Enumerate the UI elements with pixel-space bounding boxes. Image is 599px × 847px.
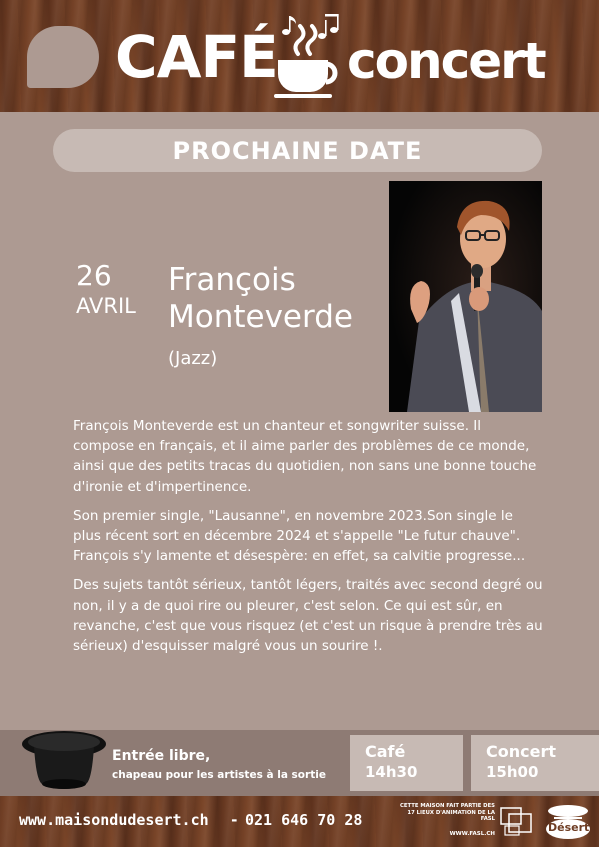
next-date-banner (53, 129, 542, 172)
artist-first-name: François (168, 262, 296, 298)
website-link[interactable] (19, 811, 239, 829)
speech-bubble-icon (27, 26, 99, 88)
concert-time-box (471, 735, 599, 791)
logo-cafe-text: CAFÉ (115, 23, 278, 91)
event-day: 26 (76, 259, 112, 292)
coffee-cup-icon (268, 10, 344, 100)
desert-logo-text: Désert (548, 821, 590, 834)
description-paragraph: Son premier single, "Lausanne", en novembre 2023.Son single le plus récent sort en décembre 2024 et s'appelle "Le futur chauve". François s'y lamente et désespère: en effet, sa calvitie progresse... (73, 507, 526, 565)
event-description (73, 416, 543, 665)
top-hat-icon (20, 722, 108, 792)
hat-collection-note: chapeau pour les artistes à la sortie (112, 769, 326, 781)
free-entry-label: Entrée libre, (112, 748, 211, 764)
event-month: AVRIL (76, 294, 136, 318)
fasl-link[interactable]: WWW.FASL.CH (449, 831, 495, 837)
phone-number: 021 646 70 28 (245, 811, 363, 829)
description-paragraph: Des sujets tantôt sérieux, tantôt légers, traités avec second degré ou non, il y a de quoi rire ou pleurer, c'est selon. Ce qui est sûr, en revanche, c'est que vous risquez (et c'est un risque à prendre très au sérieux) d'esquisser malgré vous un sourire !. (73, 577, 543, 655)
cafe-time-box (350, 735, 463, 791)
artist-photo-image (389, 181, 542, 412)
concert-time: 15h00 (486, 763, 539, 781)
fasl-logo-icon (499, 804, 535, 838)
description-paragraph: François Monteverde est un chanteur et songwriter suisse. Il compose en français, et il aime parler des problèmes de ce monde, ainsi que des petits tracas du quotidien, non sans une bonne touche d'ironie et d'impertinence. (73, 418, 537, 495)
header (0, 0, 599, 112)
artist-last-name: Monteverde (168, 299, 353, 335)
footer-separator: - (229, 811, 239, 829)
maison-du-desert-logo (544, 803, 592, 841)
cafe-time: 14h30 (365, 763, 418, 781)
artist-photo (389, 181, 542, 412)
artist-name (168, 262, 378, 336)
fasl-membership-note: CETTE MAISON FAIT PARTIE DES 17 LIEUX D'ANIMATION DE LA FASL (400, 803, 496, 822)
concert-label: Concert (486, 742, 556, 761)
event-genre: (Jazz) (168, 348, 218, 369)
website-text: www.maisondudesert.ch (19, 811, 209, 829)
cafe-label: Café (365, 742, 406, 761)
next-date-title: PROCHAINE DATE (172, 136, 423, 165)
logo-concert-text: concert (347, 32, 545, 90)
